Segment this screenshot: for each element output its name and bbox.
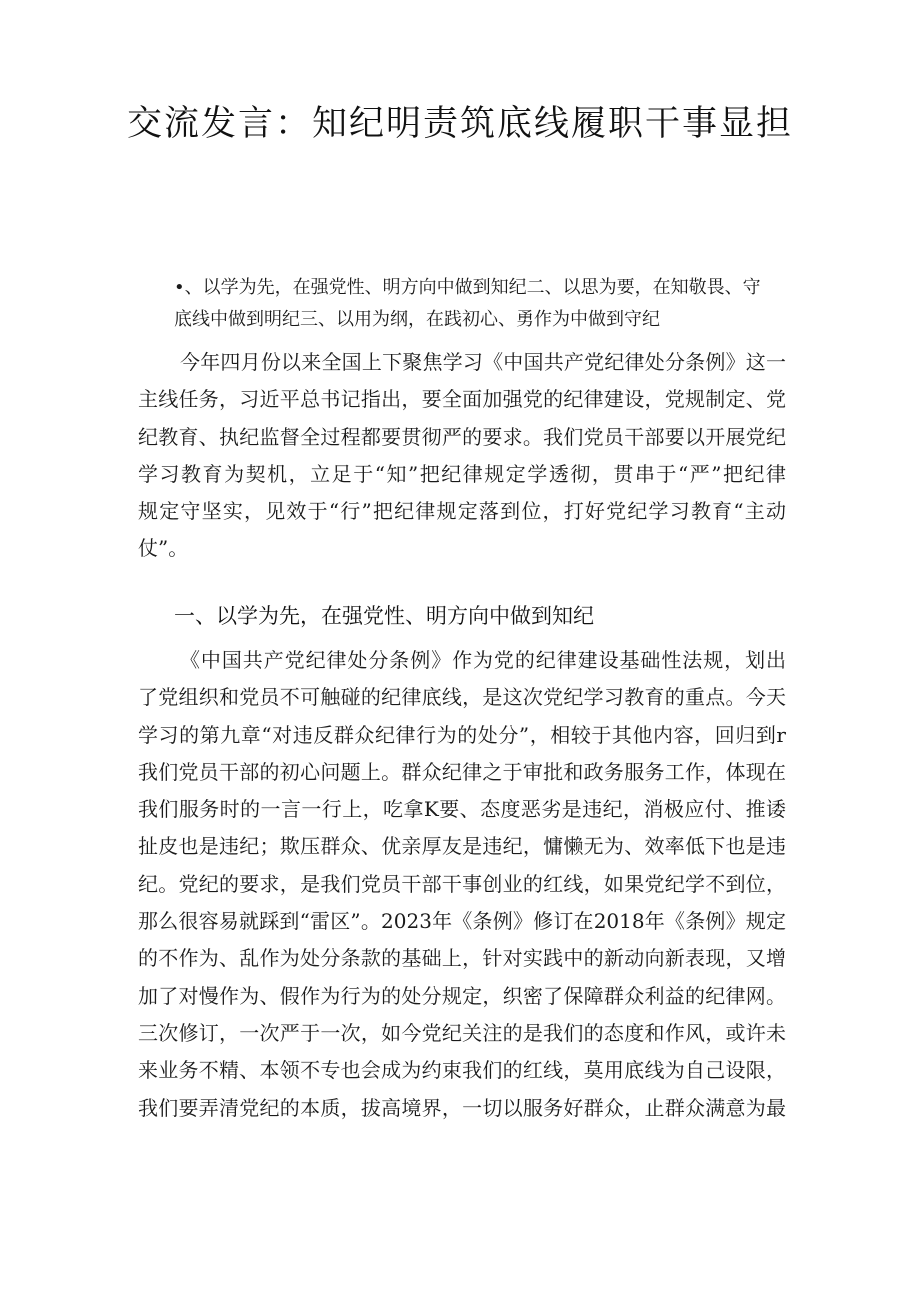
section-1-paragraph — [138, 642, 786, 1127]
paragraph-line: 了党组织和党员不可触碰的纪律底线，是这次党纪学习教育的重点。今天 — [138, 685, 786, 710]
document-title: 交流发言：知纪明责筑底线履职干事显担 — [126, 104, 793, 144]
intro-paragraph — [138, 344, 786, 568]
paragraph-line: 规定守坚实，见效于“行”把纪律规定落到位，打好党纪学习教育“主动 — [138, 499, 786, 524]
paragraph-line: 纪教育、执纪监督全过程都要贯彻严的要求。我们党员干部要以开展党纪 — [138, 424, 786, 449]
table-of-contents — [174, 272, 786, 336]
paragraph-line: 我们服务时的一言一行上，吃拿K要、态度恶劣是违纪，消极应付、推诿 — [138, 797, 786, 822]
paragraph-line: 三次修订，一次严于一次，如今党纪关注的是我们的态度和作风，或许未 — [138, 1020, 786, 1045]
paragraph-line: 今年四月份以来全国上下聚焦学习《中国共产党纪律处分条例》这一 — [180, 350, 786, 374]
paragraph-line: 来业务不精、本领不专也会成为约束我们的红线，莫用底线为自己设限， — [138, 1058, 786, 1083]
paragraph-line: 加了对慢作为、假作为行为的处分规定，织密了保障群众利益的纪律网。 — [138, 983, 786, 1008]
paragraph-line: 的不作为、乱作为处分条款的基础上，针对实践中的新动向新表现，又增 — [138, 946, 786, 971]
toc-line-2: 底线中做到明纪三、以用为纲，在践初心、勇作为中做到守纪 — [174, 309, 660, 330]
paragraph-line: 《中国共产党纪律处分条例》作为党的纪律建设基础性法规，划出 — [180, 648, 786, 672]
paragraph-line: 我们要弄清党纪的本质，拔高境界，一切以服务好群众，止群众满意为最 — [138, 1095, 786, 1120]
paragraph-line: 那么很容易就踩到“雷区”。2023年《条例》修订在2018年《条例》规定 — [138, 909, 786, 934]
paragraph-line: 仗”。 — [138, 536, 189, 561]
paragraph-line: 纪。党纪的要求，是我们党员干部干事创业的红线，如果党纪学不到位， — [138, 871, 786, 896]
paragraph-line: 我们党员干部的初心问题上。群众纪律之于审批和政务服务工作，体现在 — [138, 759, 786, 784]
section-heading: 一、以学为先，在强党性、明方向中做到知纪 — [174, 604, 594, 628]
paragraph-line: 学习教育为契机，立足于“知”把纪律规定学透彻，贯串于“严”把纪律 — [138, 461, 786, 486]
toc-line-1: •、以学为先，在强党性、明方向中做到知纪二、以思为要，在知敬畏、守 — [174, 277, 761, 298]
paragraph-line: 主线任务，习近平总书记指出，要全面加强党的纪律建设，党规制定、党 — [138, 387, 786, 412]
paragraph-line: 扯皮也是违纪；欺压群众、优亲厚友是违纪，慵懒无为、效率低下也是违 — [138, 834, 786, 859]
paragraph-line: 学习的第九章“对违反群众纪律行为的处分”，相较于其他内容，回归到r — [138, 722, 786, 747]
